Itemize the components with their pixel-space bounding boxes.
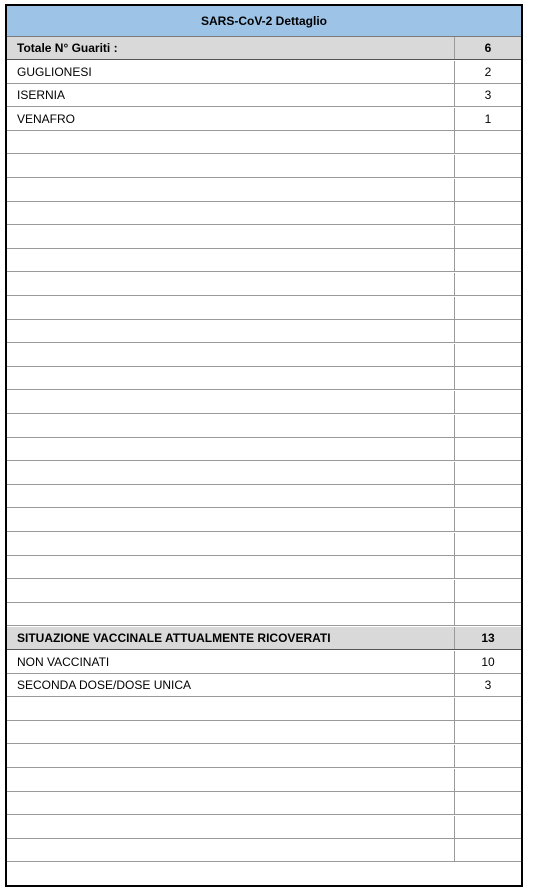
column-divider — [454, 226, 455, 248]
empty-row — [7, 485, 521, 508]
empty-row — [7, 769, 521, 792]
column-divider — [454, 509, 455, 531]
empty-row — [7, 721, 521, 744]
report-title: SARS-CoV-2 Dettaglio — [7, 6, 521, 37]
row-value: 3 — [484, 678, 492, 692]
column-divider — [454, 745, 455, 767]
column-divider — [454, 839, 455, 861]
empty-row — [7, 155, 521, 178]
empty-row — [7, 273, 521, 296]
column-divider — [454, 273, 455, 295]
empty-row — [7, 438, 521, 461]
recovered-header-row — [7, 37, 521, 60]
column-divider — [454, 556, 455, 578]
empty-row — [7, 344, 521, 367]
column-divider — [454, 320, 455, 342]
column-divider — [454, 698, 455, 720]
empty-row — [7, 745, 521, 768]
empty-row — [7, 320, 521, 343]
empty-row — [7, 297, 521, 320]
row-value: 10 — [481, 655, 495, 669]
column-divider — [454, 344, 455, 366]
empty-row — [7, 698, 521, 721]
empty-row — [7, 179, 521, 202]
row-label: ISERNIA — [17, 88, 66, 102]
column-divider — [454, 462, 455, 484]
column-divider — [454, 485, 455, 507]
table-row — [7, 61, 521, 84]
column-divider — [454, 367, 455, 389]
empty-row — [7, 462, 521, 485]
empty-row — [7, 131, 521, 154]
empty-row — [7, 249, 521, 272]
empty-row — [7, 509, 521, 532]
row-value: 2 — [484, 65, 492, 79]
column-divider — [454, 792, 455, 814]
table-row — [7, 108, 521, 131]
empty-row — [7, 415, 521, 438]
row-label: SECONDA DOSE/DOSE UNICA — [17, 678, 192, 692]
empty-row — [7, 816, 521, 839]
column-divider — [454, 533, 455, 555]
row-label: NON VACCINATI — [17, 655, 110, 669]
table-row — [7, 674, 521, 697]
empty-row — [7, 367, 521, 390]
row-value: 3 — [484, 88, 492, 102]
report-sheet — [5, 4, 523, 887]
column-divider — [454, 438, 455, 460]
empty-row — [7, 226, 521, 249]
column-divider — [454, 769, 455, 791]
table-row — [7, 651, 521, 674]
column-divider — [454, 202, 455, 224]
column-divider — [454, 297, 455, 319]
empty-row — [7, 533, 521, 556]
empty-row — [7, 202, 521, 225]
section-header-value: 13 — [481, 631, 495, 645]
column-divider — [454, 415, 455, 437]
empty-row — [7, 580, 521, 603]
column-divider — [454, 391, 455, 413]
empty-row — [7, 556, 521, 579]
column-divider — [454, 249, 455, 271]
column-divider — [454, 721, 455, 743]
column-divider — [454, 179, 455, 201]
row-label: VENAFRO — [17, 112, 76, 126]
table-row — [7, 84, 521, 107]
empty-row — [7, 391, 521, 414]
section-header-label: Totale N° Guariti : — [17, 41, 118, 55]
column-divider — [454, 131, 455, 153]
column-divider — [454, 580, 455, 602]
column-divider — [454, 816, 455, 838]
section-header-label: SITUAZIONE VACCINALE ATTUALMENTE RICOVERATI — [17, 631, 331, 645]
column-divider — [454, 603, 455, 625]
section-header-value: 6 — [484, 41, 492, 55]
row-value: 1 — [484, 112, 492, 126]
empty-row — [7, 603, 521, 626]
empty-row — [7, 792, 521, 815]
column-divider — [454, 155, 455, 177]
empty-row — [7, 839, 521, 862]
row-label: GUGLIONESI — [17, 65, 92, 79]
vaccination-header-row — [7, 627, 521, 650]
